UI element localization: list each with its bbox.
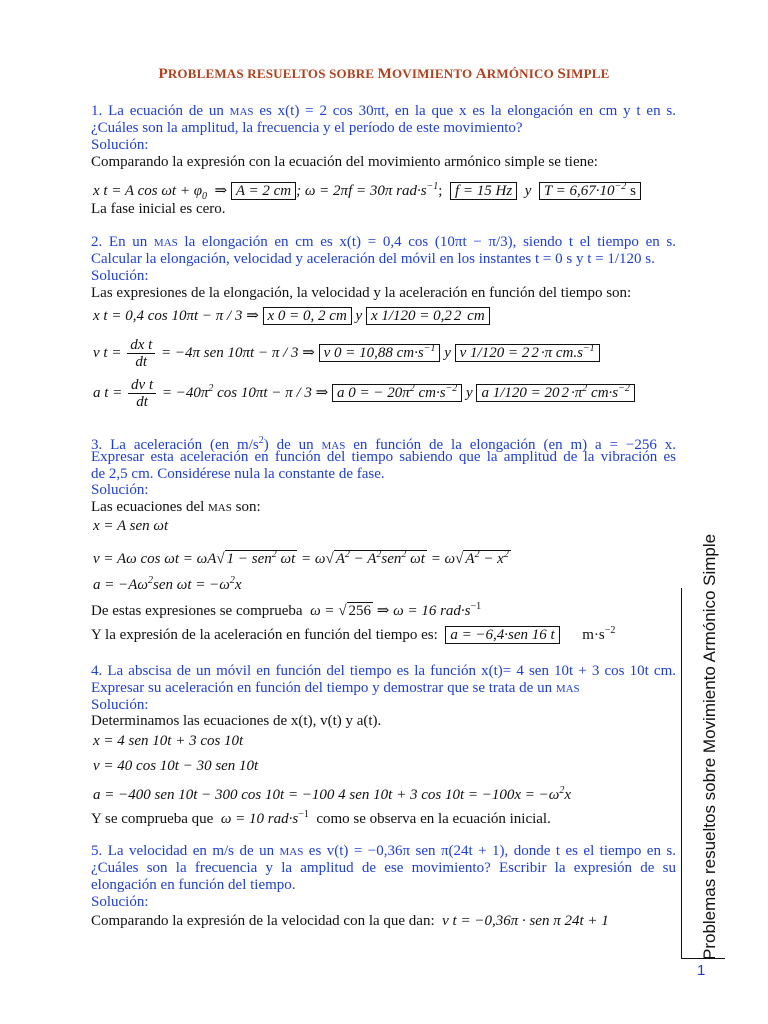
period-box: $T = 6,67\cdot 10^{-2}$ s <box>539 182 641 200</box>
page-number-rule <box>681 958 725 959</box>
problem-3-text-2: De estas expresiones se comprueba ω = √ 256 ⇒ ω = 16 $rad\cdot s^{-1}$ <box>91 601 482 619</box>
problem-1-text-1: Comparando la expresión con la ecuación del movimiento armónico simple se tiene: <box>91 154 598 170</box>
problem-3-solution-label: Solución: <box>91 482 149 498</box>
problem-3-statement-line-3: de 2,5 cm. Considérese nula la constante de fase. <box>91 466 385 482</box>
acceleration-result-box: a = −6,4·sen 16 t <box>445 626 559 644</box>
problem-1-statement-line-2: ¿Cuáles son la amplitud, la frecuencia y el período de este movimiento? <box>91 120 523 136</box>
problem-3-eq-v: v = Aω cos ωt = ωA√ 1 − sen$^2$ ωt = ω√ $A^2 - A^2sen^2$ ωt = ω√ $A^2 - x^2$ <box>93 549 509 567</box>
problem-3-text-3: Y la expresión de la aceleración en función del tiempo es: a = −6,4·sen 16 t $m\cdot s^{-2}$ <box>91 625 616 643</box>
problem-1-text-2: La fase inicial es cero. <box>91 201 226 217</box>
problem-1-statement-line-1: 1. La ecuación de un MAS es x(t) = 2 cos 30πt, en la que x es la elongación en cm y t en s. <box>91 103 677 119</box>
problem-2-velocity-equation: v t = $\frac{\text{dx t}}{dt}$ = −4π sen 10πt − π / 3 ⇒ v 0 = 10,88 $cm\cdot s^{-1}$ y v 1/120 = 2 2 ·π $cm.s^{-1}$ <box>93 337 600 370</box>
sidebar-vertical-title: Problemas resueltos sobre Movimiento Armónico Simple <box>700 533 719 960</box>
problem-4-statement-line-1: 4. La abscisa de un móvil en función del tiempo es la función x(t)= 4 sen 10t + 3 cos 10t cm. <box>91 663 676 679</box>
problem-5-text-1: Comparando la expresión de la velocidad con la que dan: v t = −0,36π · sen π 24t + 1 <box>91 913 609 929</box>
problem-2-statement-line-1: 2. En un MAS la elongación en cm es x(t) = 0,4 cos (10πt − π/3), siendo t el tiempo en s. <box>91 234 676 250</box>
problem-1-equation: x t = A $\cos \omega t + \varphi_0$ ⇒ A = 2 cm ; ω = 2πf = 30π $rad\cdot s^{-1}$; f = 15 Hz y $T = 6,67\cdot 10^{-2}$ s <box>93 178 641 205</box>
problem-3-text-1: Las ecuaciones del MAS son: <box>91 499 261 515</box>
page-title: PROBLEMAS RESUELTOS SOBRE MOVIMIENTO ARMÓNICO SIMPLE <box>158 66 610 82</box>
problem-3-eq-x: x = A sen ωt <box>93 518 169 534</box>
problem-4-text-1: Determinamos las ecuaciones de x(t), v(t) y a(t). <box>91 713 382 729</box>
problem-5-statement-line-1: 5. La velocidad en m/s de un MAS es v(t) = −0,36π sen π(24t + 1), donde t es el tiempo en s. <box>91 843 676 859</box>
problem-5-statement-line-3: elongación en función del tiempo. <box>91 877 296 893</box>
page-number: 1 <box>697 962 706 979</box>
problem-3-statement-line-1: 3. La aceleración (en $m/s^2$) de un MAS en función de la elongación (en m) a = −256 x. <box>91 435 677 453</box>
problem-2-acceleration-equation: a t = $\frac{\text{dv t}}{dt}$ = $-40\pi^2$ cos 10πt − π / 3 ⇒ a 0 = − $20\pi^2$ $cm\cdot s^{-2}$ y a 1/120 = 20 $2 \cdot\pi^2$ $cm\cdot s^{-2}$ <box>93 377 635 410</box>
problem-2-text-1: Las expresiones de la elongación, la velocidad y la aceleración en función del tiempo son: <box>91 285 632 301</box>
problem-2-elongation-equation: x t = 0,4 cos 10πt − π / 3 ⇒ x 0 = 0, 2 cm y x 1/120 = 0,2 2 cm <box>93 308 490 325</box>
problem-4-statement-line-2: Expresar su aceleración en función del tiempo y demostrar que se trata de un MAS <box>91 680 580 696</box>
problem-4-eq-v: v = 40 cos 10t − 30 sen 10t <box>93 758 259 774</box>
problem-5-statement-line-2: ¿Cuáles son la frecuencia y la amplitud de ese movimiento? Escribir la expresión de su <box>91 860 676 876</box>
problem-4-eq-x: x = 4 sen 10t + 3 cos 10t <box>93 733 244 749</box>
problem-3-eq-a: $a = -A\omega^2sen$ $\omega t = -\omega^2x$ <box>93 575 242 593</box>
problem-4-eq-a: a = −400 sen 10t − 300 cos 10t = −100 4 sen 10t + 3 $\cos 10t = -100x = -\omega^2x$ <box>93 785 572 803</box>
problem-2-solution-label: Solución: <box>91 268 149 284</box>
frequency-box: f = 15 Hz <box>450 182 517 200</box>
problem-4-solution-label: Solución: <box>91 697 149 713</box>
problem-3-statement-line-2: Expresar esta aceleración en función del tiempo sabiendo que la amplitud de la vibración es <box>91 449 676 465</box>
amplitude-box: A = 2 cm <box>231 182 296 200</box>
problem-5-solution-label: Solución: <box>91 894 149 910</box>
problem-1-solution-label: Solución: <box>91 137 149 153</box>
problem-2-statement-line-2: Calcular la elongación, velocidad y aceleración del móvil en los instantes t = 0 s y t = 1/120 s. <box>91 251 655 267</box>
problem-4-text-2: Y se comprueba que ω = 10 $rad\cdot s^{-1}$ como se observa en la ecuación inicial. <box>91 809 551 827</box>
